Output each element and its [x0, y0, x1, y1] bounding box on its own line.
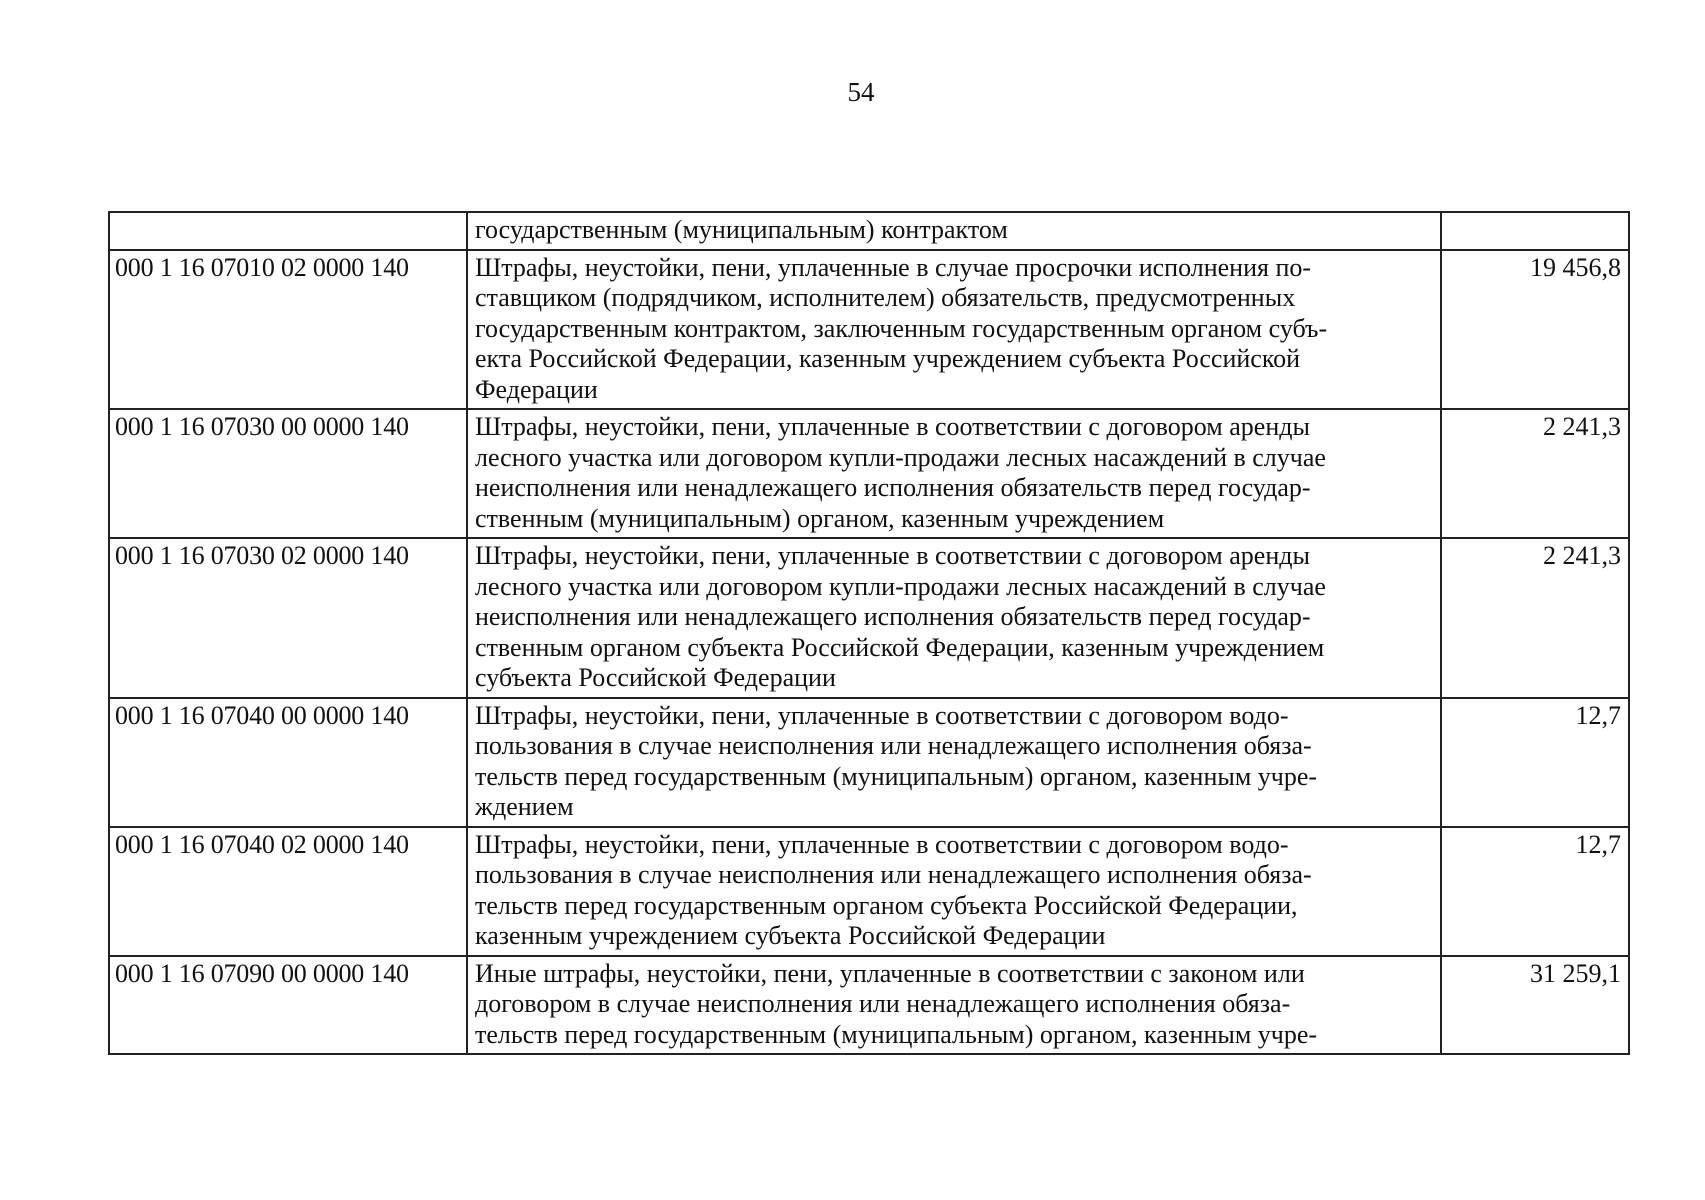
description-line: Федерации	[475, 374, 598, 404]
amount-cell: 2 241,3	[1441, 409, 1629, 538]
description-line: ставщиком (подрядчиком, исполнителем) обязательств, предусмотренных	[475, 283, 1296, 312]
description-line: тельств перед государственным (муниципальным) органом, казенным учре-	[475, 761, 1318, 791]
description-line: государственным (муниципальным) контрактом	[475, 215, 1008, 244]
code-cell	[109, 212, 467, 250]
table-row	[109, 212, 1629, 250]
revenue-table	[108, 211, 1630, 1055]
description-line: ственным органом субъекта Российской Федерации, казенным учреждением	[475, 632, 1325, 662]
code-cell: 000 1 16 07040 00 0000 140	[109, 698, 467, 827]
description-line: ственным (муниципальным) органом, казенным учреждением	[475, 503, 1165, 533]
description-line: тельств перед государственным органом субъекта Российской Федерации,	[475, 890, 1298, 920]
description-line: пользования в случае неисполнения или ненадлежащего исполнения обяза-	[475, 731, 1312, 760]
amount-cell: 12,7	[1441, 698, 1629, 827]
description-line: Иные штрафы, неустойки, пени, уплаченные в соответствии с законом или	[475, 958, 1305, 988]
table-row	[109, 409, 1629, 538]
amount-cell: 2 241,3	[1441, 538, 1629, 698]
description-line: Штрафы, неустойки, пени, уплаченные в соответствии с договором водо-	[475, 829, 1289, 859]
description-line: пользования в случае неисполнения или ненадлежащего исполнения обяза-	[475, 860, 1312, 889]
description-line: Штрафы, неустойки, пени, уплаченные в случае просрочки исполнения по-	[475, 252, 1312, 282]
description-line: Штрафы, неустойки, пени, уплаченные в соответствии с договором аренды	[475, 541, 1310, 570]
description-line: Штрафы, неустойки, пени, уплаченные в соответствии с договором водо-	[475, 700, 1289, 730]
description-cell	[467, 827, 1441, 956]
description-line: ждением	[475, 792, 574, 821]
description-line: неисполнения или ненадлежащего исполнения обязательств перед государ-	[475, 602, 1311, 631]
code-cell: 000 1 16 07040 02 0000 140	[109, 827, 467, 956]
page-number: 54	[847, 77, 875, 107]
description-cell	[467, 538, 1441, 698]
description-line: Штрафы, неустойки, пени, уплаченные в соответствии с договором аренды	[475, 412, 1310, 441]
description-line: субъекта Российской Федерации	[475, 663, 836, 692]
description-line: лесного участка или договором купли-продажи лесных насаждений в случае	[475, 571, 1326, 601]
description-cell	[467, 409, 1441, 538]
description-line: неисполнения или ненадлежащего исполнения обязательств перед государ-	[475, 473, 1311, 502]
code-cell: 000 1 16 07030 02 0000 140	[109, 538, 467, 698]
code-cell: 000 1 16 07090 00 0000 140	[109, 956, 467, 1055]
description-cell	[467, 956, 1441, 1055]
amount-cell: 31 259,1	[1441, 956, 1629, 1055]
code-cell: 000 1 16 07030 00 0000 140	[109, 409, 467, 538]
table-row	[109, 250, 1629, 410]
description-line: екта Российской Федерации, казенным учреждением субъекта Российской	[475, 344, 1301, 373]
amount-cell	[1441, 212, 1629, 250]
description-line: договором в случае неисполнения или ненадлежащего исполнения обяза-	[475, 989, 1291, 1018]
description-cell	[467, 250, 1441, 410]
amount-cell: 12,7	[1441, 827, 1629, 956]
code-cell: 000 1 16 07010 02 0000 140	[109, 250, 467, 410]
description-line: государственным контрактом, заключенным государственным органом субъ-	[475, 313, 1328, 343]
description-line: казенным учреждением субъекта Российской Федерации	[475, 921, 1106, 950]
table-row	[109, 956, 1629, 1055]
description-cell	[467, 698, 1441, 827]
description-line: тельств перед государственным (муниципальным) органом, казенным учре-	[475, 1019, 1318, 1049]
amount-cell: 19 456,8	[1441, 250, 1629, 410]
description-cell	[467, 212, 1441, 250]
table-row	[109, 827, 1629, 956]
table-row	[109, 698, 1629, 827]
table-row	[109, 538, 1629, 698]
description-line: лесного участка или договором купли-продажи лесных насаждений в случае	[475, 442, 1326, 472]
